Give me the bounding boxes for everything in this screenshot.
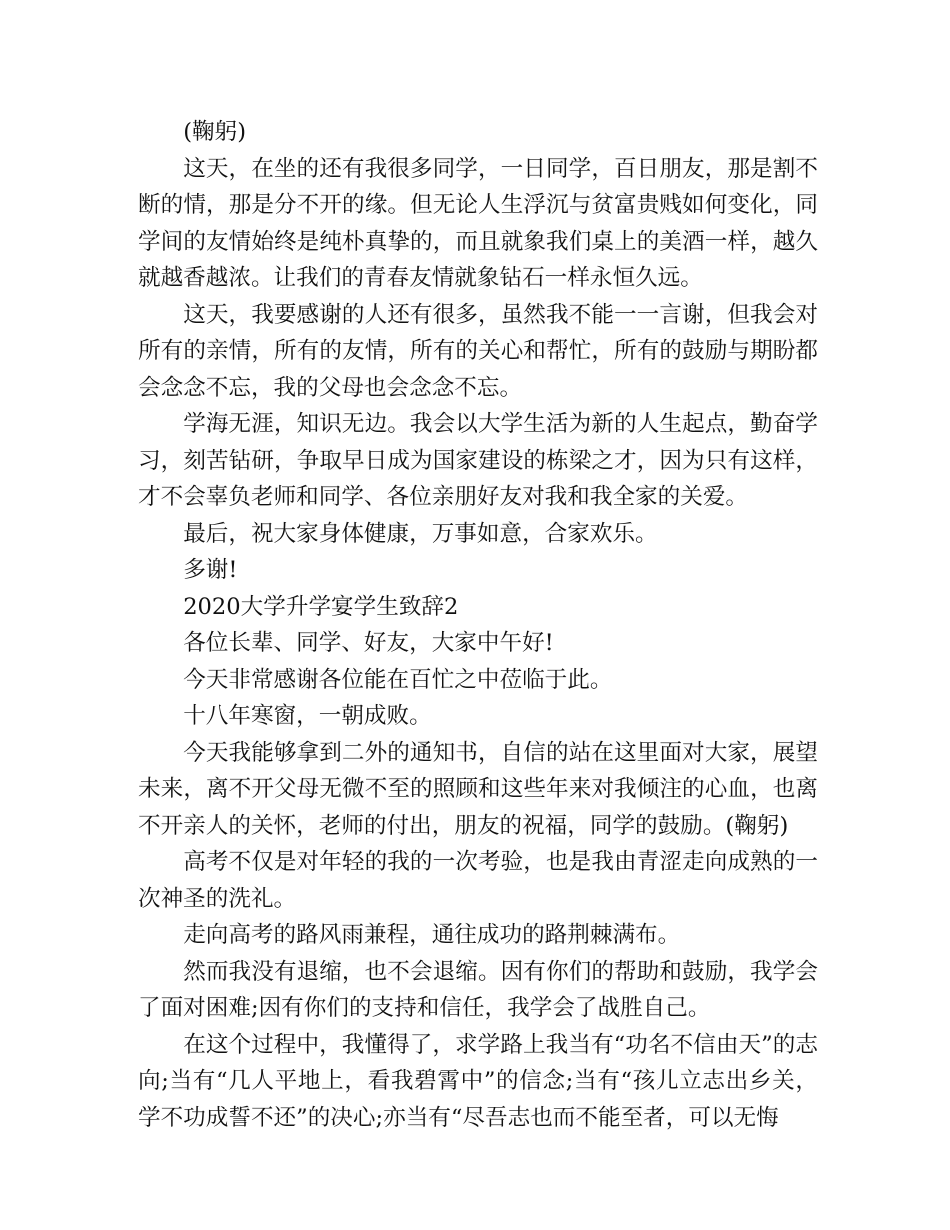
paragraph-4: 学海无涯，知识无边。我会以大学生活为新的人生起点，勤奋学习，刻苦钻研，争取早日成为国家建设的栋梁之才，因为只有这样，才不会辜负老师和同学、各位亲朋好友对我和我全家的关爱。 xyxy=(138,411,818,510)
section-title: 2020大学升学宴学生致辞2 xyxy=(183,593,459,620)
paragraph-10: 十八年寒窗，一朝成败。 xyxy=(183,703,432,729)
paragraph-6: 多谢! xyxy=(183,557,238,583)
paragraph-3: 这天，我要感谢的人还有很多，虽然我不能一一言谢，但我会对所有的亲情，所有的友情，所有的关心和帮忙，所有的鼓励与期盼都会念念不忘，我的父母也会念念不忘。 xyxy=(138,301,818,401)
paragraph-5: 最后，祝大家身体健康，万事如意，合家欢乐。 xyxy=(183,520,658,547)
document-body xyxy=(138,114,818,1136)
paragraph-14: 然而我没有退缩，也不会退缩。因有你们的帮助和鼓励，我学会了面对困难;因有你们的支持和信任，我学会了战胜自己。 xyxy=(138,958,818,1021)
paragraph-8: 各位长辈、同学、好友，大家中午好! xyxy=(183,630,554,656)
paragraph-11: 今天我能够拿到二外的通知书，自信的站在这里面对大家，展望未来，离不开父母无微不至的照顾和这些年来对我倾注的心血，也离不开亲人的关怀，老师的付出，朋友的祝福，同学的鼓励。(鞠躬) xyxy=(138,739,818,839)
paragraph-12: 高考不仅是对年轻的我的一次考验，也是我由青涩走向成熟的一次神圣的洗礼。 xyxy=(138,849,818,912)
paragraph-9: 今天非常感谢各位能在百忙之中莅临于此。 xyxy=(183,666,613,693)
paragraph-15: 在这个过程中，我懂得了，求学路上我当有“功名不信由天”的志向;当有“几人平地上，看我碧霄中”的信念;当有“孩儿立志出乡关，学不功成誓不还”的决心;亦当有“尽吾志也而不能至者，可以无悔 xyxy=(138,1031,818,1131)
paragraph-2: 这天，在坐的还有我很多同学，一日同学，百日朋友，那是割不断的情，那是分不开的缘。但无论人生浮沉与贫富贵贱如何变化，同学间的友情始终是纯朴真挚的，而且就象我们桌上的美酒一样，越久就越香越浓。让我们的青春友情就象钻石一样永恒久远。 xyxy=(138,155,818,291)
paragraph-13: 走向高考的路风雨兼程，通往成功的路荆棘满布。 xyxy=(183,922,681,948)
paragraph-1: (鞠躬) xyxy=(183,119,247,145)
